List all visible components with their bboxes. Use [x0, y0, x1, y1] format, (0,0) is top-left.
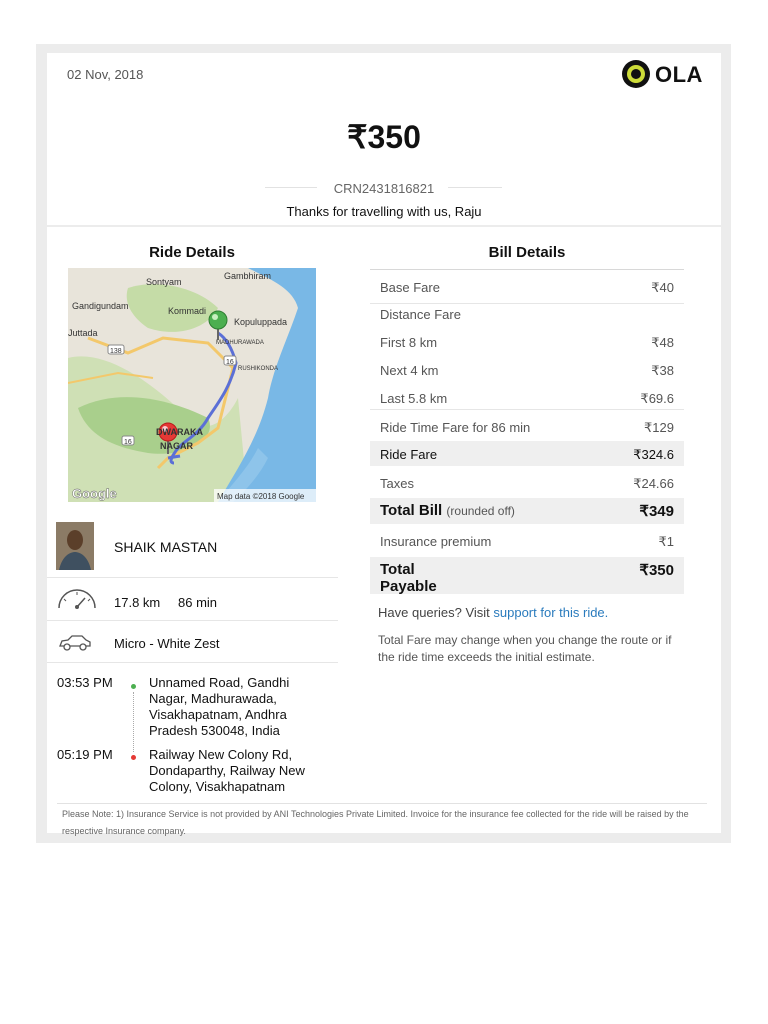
drop-address: Railway New Colony Rd, Dondaparthy, Railway New Colony, Visakhapatnam	[149, 747, 305, 794]
google-logo: Google	[72, 486, 117, 501]
bill-label	[380, 502, 515, 519]
fare-change-note: Total Fare may change when you change the route or if the ride time exceeds the initial estimate.	[378, 633, 672, 664]
bill-row-base-fare	[370, 273, 684, 301]
divider	[47, 620, 338, 621]
ola-logo-text: OLA	[655, 62, 703, 87]
divider	[47, 577, 338, 578]
map-label: Juttada	[68, 328, 98, 338]
queries-text	[378, 605, 608, 620]
bill-row-ride-fare	[370, 441, 684, 466]
driver-name: SHAIK MASTAN	[114, 539, 218, 555]
driver-avatar	[56, 522, 94, 570]
bill-row-insurance	[370, 527, 684, 555]
bill-label: Next 4 km	[380, 363, 439, 378]
bill-row-total-payable	[370, 557, 684, 594]
total-bill-label: Total Bill	[380, 502, 443, 519]
map-label: NAGAR	[160, 441, 193, 451]
total-amount: ₹350	[347, 119, 421, 155]
total-payable-label: Total Payable	[380, 561, 437, 595]
pickup-address: Unnamed Road, Gandhi Nagar, Madhurawada, Visakhapatnam, Andhra Pradesh 530048, India	[149, 675, 290, 738]
bill-value: ₹24.66	[633, 476, 674, 491]
bill-label: Ride Time Fare for 86 min	[380, 420, 531, 435]
drop-dot-icon	[131, 755, 136, 760]
route-shield: 16	[226, 359, 234, 366]
map-label: MADHURAWADA	[216, 340, 264, 346]
divider	[370, 409, 684, 410]
map-attribution: Map data ©2018 Google	[217, 492, 305, 501]
ride-date: 02 Nov, 2018	[67, 67, 144, 82]
bill-row-first-km	[370, 328, 684, 356]
route-shield: 16	[124, 439, 132, 446]
bill-label: Insurance premium	[380, 534, 492, 549]
ride-duration: 86 min	[178, 595, 218, 610]
total-payable-value: ₹350	[639, 562, 674, 579]
bill-value: ₹48	[651, 335, 674, 350]
divider	[47, 662, 338, 663]
bill-row-distance-fare	[370, 300, 684, 328]
bill-row-total-bill	[370, 498, 684, 524]
bill-label: Last 5.8 km	[380, 391, 448, 406]
bill-row-next-km	[370, 356, 684, 384]
route-line	[133, 692, 134, 752]
speedometer-icon	[56, 586, 98, 617]
route-map[interactable]	[68, 268, 316, 502]
bill-label: Taxes	[380, 476, 414, 491]
bill-row-ride-time	[370, 413, 684, 441]
bill-label: Ride Fare	[380, 447, 438, 462]
total-bill-note: (rounded off)	[446, 504, 515, 518]
bill-label: Distance Fare	[380, 307, 461, 322]
bill-value: ₹324.6	[633, 447, 674, 462]
bill-row-taxes	[370, 469, 684, 497]
car-type: Micro - White Zest	[114, 636, 220, 651]
bill-value: ₹40	[651, 280, 674, 295]
ride-details-title: Ride Details	[149, 244, 235, 261]
ola-logo-icon	[622, 60, 650, 88]
map-label: Kommadi	[168, 306, 207, 316]
bill-value: ₹38	[651, 363, 674, 378]
map-label: RUSHIKONDA	[238, 366, 279, 372]
map-label: Sontyam	[146, 277, 182, 287]
bill-row-last-km	[370, 384, 684, 412]
total-bill-value: ₹349	[639, 503, 674, 520]
crn-number: CRN2431816821	[333, 181, 435, 196]
ola-logo	[622, 60, 702, 90]
map-label: Kopuluppada	[234, 317, 288, 327]
map-label: Gandigundam	[72, 301, 129, 311]
ride-distance: 17.8 km	[114, 595, 161, 610]
thanks-message: Thanks for travelling with us, Raju	[286, 204, 482, 219]
route-shield: 138	[110, 348, 122, 355]
support-link[interactable]: support for this ride.	[493, 605, 609, 620]
bill-value: ₹69.6	[640, 391, 674, 406]
bill-label: Base Fare	[380, 280, 440, 295]
drop-time: 05:19 PM	[57, 747, 113, 762]
queries-prefix: Have queries? Visit	[378, 605, 490, 620]
bill-label: First 8 km	[380, 335, 438, 350]
map-label: Gambhiram	[224, 271, 272, 281]
pickup-dot-icon	[131, 684, 136, 689]
insurance-footnote: Please Note: 1) Insurance Service is not provided by ANI Technologies Private Limited. Invoice for the insurance fee collected for the ride will be raised by the respective Insurance company.	[62, 809, 689, 836]
bill-value: ₹129	[644, 420, 674, 435]
bill-details-title: Bill Details	[488, 244, 566, 261]
pickup-time: 03:53 PM	[57, 675, 113, 690]
header-separator	[47, 225, 721, 227]
divider	[370, 269, 684, 270]
map-label: DWARAKA	[156, 427, 203, 437]
divider	[57, 803, 707, 804]
bill-value: ₹1	[658, 534, 674, 549]
car-icon	[58, 634, 92, 657]
